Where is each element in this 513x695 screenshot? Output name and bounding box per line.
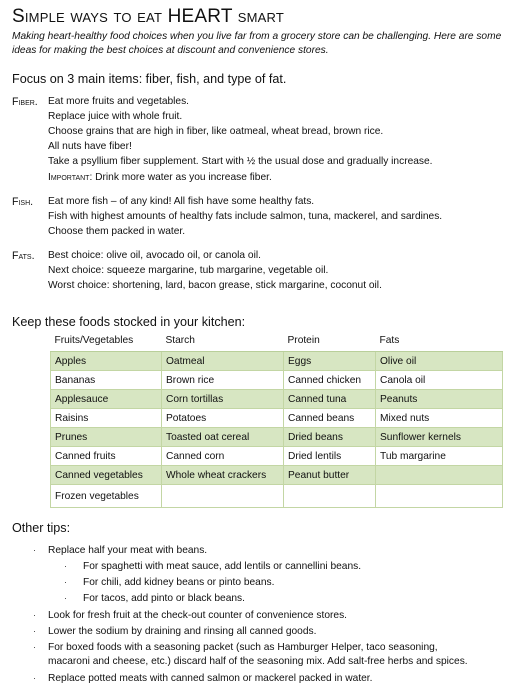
table-row: [51, 371, 503, 390]
bullet-dot-icon: ·: [33, 626, 36, 636]
table-row: [51, 428, 503, 447]
table-cell: Bananas: [51, 371, 162, 390]
fats-line: Next choice: squeeze margarine, tub margarine, vegetable oil.: [48, 265, 329, 276]
table-cell: Eggs: [284, 352, 376, 371]
table-cell: Canned vegetables: [51, 466, 162, 485]
tip-subitem: For spaghetti with meat sauce, add lentils or cannellini beans.: [83, 561, 362, 572]
table-cell: Dried lentils: [284, 447, 376, 466]
fiber-line: Replace juice with whole fruit.: [48, 111, 183, 122]
foods-table: [50, 331, 503, 508]
intro-text: Making heart-healthy food choices when you live far from a grocery store can be challenging. Here are some ideas for making the best choices at discount and convenience stores.: [12, 31, 502, 56]
table-cell: Whole wheat crackers: [162, 466, 284, 485]
tip-item: For boxed foods with a seasoning packet (such as Hamburger Helper, taco seasoning,: [48, 642, 438, 653]
tip-item: Lower the sodium by draining and rinsing all canned goods.: [48, 626, 317, 637]
table-cell: Apples: [51, 352, 162, 371]
table-cell: Toasted oat cereal: [162, 428, 284, 447]
fish-line: Fish with highest amounts of healthy fats include salmon, tuna, mackerel, and sardines.: [48, 211, 443, 222]
important-text: Drink more water as you increase fiber.: [95, 172, 272, 183]
fats-line: Worst choice: shortening, lard, bacon grease, stick margarine, coconut oil.: [48, 280, 382, 291]
fiber-important: [48, 172, 272, 183]
table-cell: [376, 485, 503, 508]
bullet-dot-icon: ·: [33, 610, 36, 620]
tips-heading: Other tips:: [12, 521, 71, 535]
focus-heading: Focus on 3 main items: fiber, fish, and type of fat.: [12, 72, 287, 86]
page-title: Simple ways to eat HEART smart: [12, 6, 285, 27]
table-row: [51, 352, 503, 371]
column-header: Starch: [162, 331, 284, 352]
tip-item: Look for fresh fruit at the check-out counter of convenience stores.: [48, 610, 347, 621]
table-row: [51, 390, 503, 409]
table-cell: Potatoes: [162, 409, 284, 428]
tip-subitem: For tacos, add pinto or black beans.: [83, 593, 245, 604]
table-row: [51, 466, 503, 485]
fish-label: Fish.: [12, 196, 34, 208]
table-cell: Brown rice: [162, 371, 284, 390]
column-header: Fruits/Vegetables: [51, 331, 162, 352]
table-cell: [284, 485, 376, 508]
table-cell: Dried beans: [284, 428, 376, 447]
table-cell: Prunes: [51, 428, 162, 447]
table-cell: Applesauce: [51, 390, 162, 409]
table-cell: Canola oil: [376, 371, 503, 390]
table-cell: Canned beans: [284, 409, 376, 428]
table-cell: Sunflower kernels: [376, 428, 503, 447]
kitchen-heading: Keep these foods stocked in your kitchen:: [12, 315, 246, 329]
table-cell: Oatmeal: [162, 352, 284, 371]
table-cell: Frozen vegetables: [51, 485, 162, 508]
tip-subitem: For chili, add kidney beans or pinto beans.: [83, 577, 275, 588]
fats-line: Best choice: olive oil, avocado oil, or canola oil.: [48, 250, 261, 261]
fiber-line: Take a psyllium fiber supplement. Start with ½ the usual dose and gradually increase.: [48, 156, 433, 167]
fiber-line: All nuts have fiber!: [48, 141, 132, 152]
fiber-line: Eat more fruits and vegetables.: [48, 96, 190, 107]
table-row: [51, 447, 503, 466]
table-cell: [162, 485, 284, 508]
table-cell: Peanuts: [376, 390, 503, 409]
table-cell: Corn tortillas: [162, 390, 284, 409]
column-header: Protein: [284, 331, 376, 352]
table-cell: Canned corn: [162, 447, 284, 466]
table-cell: Canned chicken: [284, 371, 376, 390]
important-label: Important:: [48, 172, 93, 183]
table-cell: Tub margarine: [376, 447, 503, 466]
bullet-dot-icon: ·: [64, 561, 67, 571]
fiber-line: Choose grains that are high in fiber, like oatmeal, wheat bread, brown rice.: [48, 126, 384, 137]
column-header: Fats: [376, 331, 503, 352]
table-header-row: [51, 331, 503, 352]
fish-line: Eat more fish – of any kind! All fish have some healthy fats.: [48, 196, 315, 207]
table-cell: [376, 466, 503, 485]
bullet-dot-icon: ·: [33, 545, 36, 555]
table-cell: Raisins: [51, 409, 162, 428]
table-cell: Olive oil: [376, 352, 503, 371]
table-cell: Canned tuna: [284, 390, 376, 409]
fish-line: Choose them packed in water.: [48, 226, 186, 237]
bullet-dot-icon: ·: [33, 642, 36, 652]
fiber-label: Fiber.: [12, 96, 38, 108]
bullet-dot-icon: ·: [64, 593, 67, 603]
tip-item: Replace potted meats with canned salmon or mackerel packed in water.: [48, 673, 373, 684]
tip-item: Replace half your meat with beans.: [48, 545, 208, 556]
table-cell: Peanut butter: [284, 466, 376, 485]
table-cell: Mixed nuts: [376, 409, 503, 428]
table-row: [51, 409, 503, 428]
fats-label: Fats.: [12, 250, 35, 262]
bullet-dot-icon: ·: [64, 577, 67, 587]
table-cell: Canned fruits: [51, 447, 162, 466]
table-row: [51, 485, 503, 508]
tip-item-continued: macaroni and cheese, etc.) discard half of the seasoning mix. Add salt-free herbs and spices.: [48, 656, 468, 667]
bullet-dot-icon: ·: [33, 673, 36, 683]
